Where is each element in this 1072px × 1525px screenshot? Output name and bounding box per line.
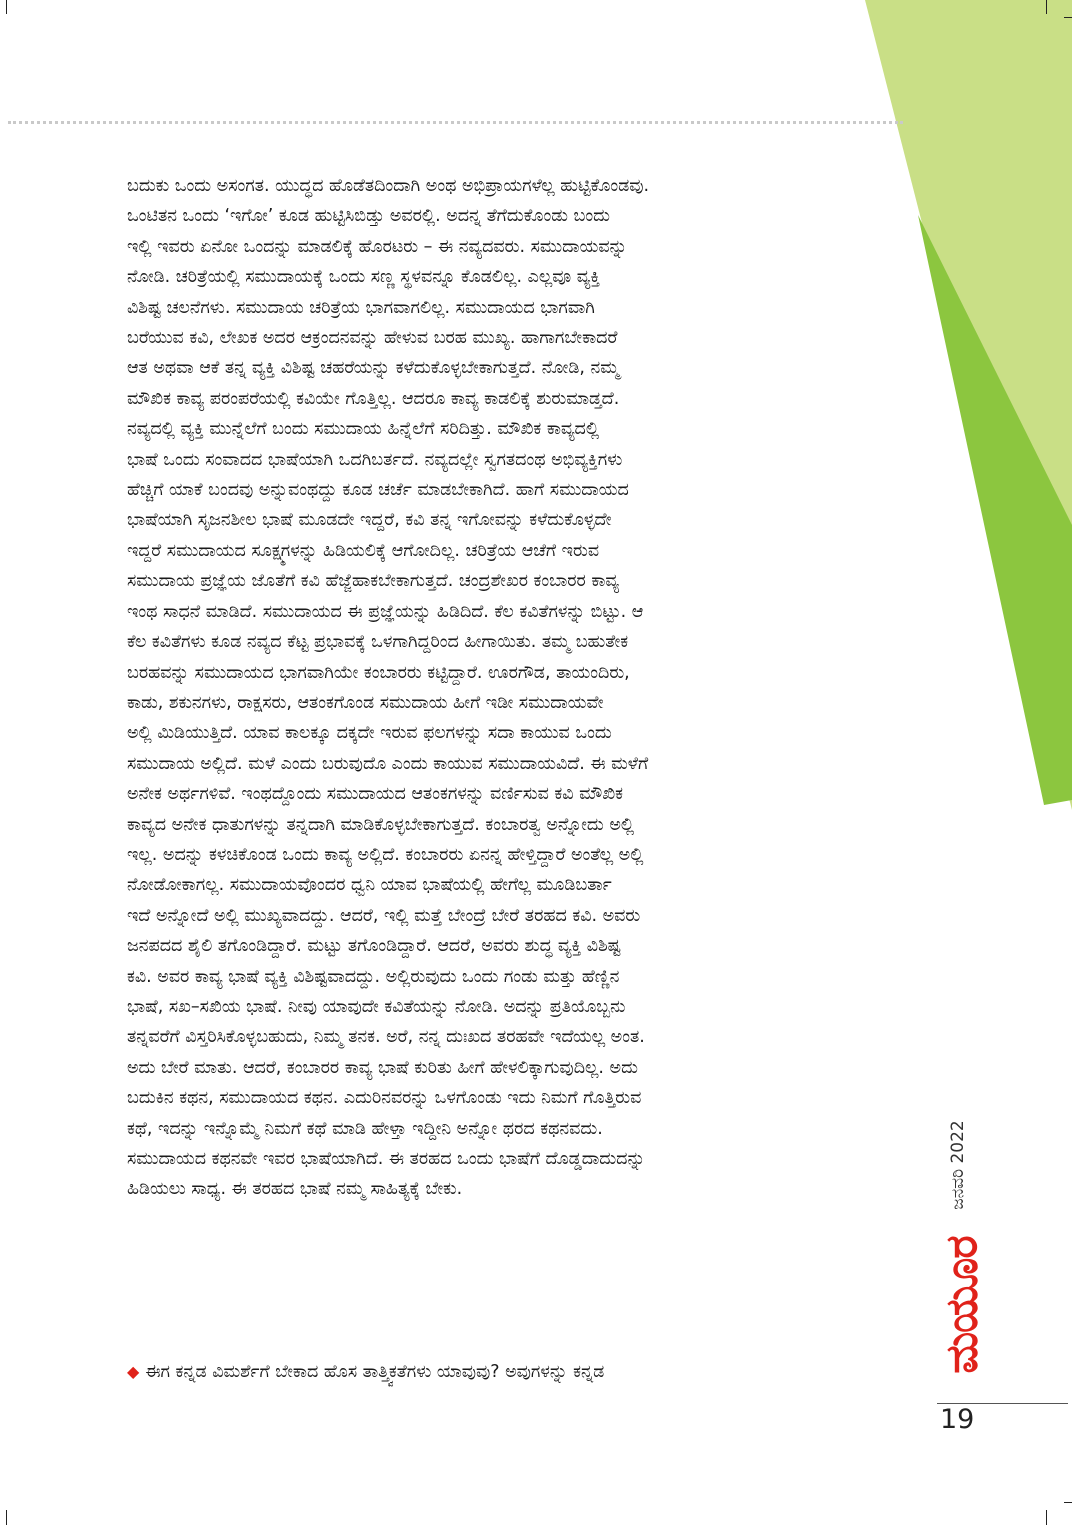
article-line: ಸಮುದಾಯ ಅಲ್ಲಿದೆ. ಮಳೆ ಎಂದು ಬರುವುದೊ ಎಂದು ಕಾಯುವ ಸಮುದಾಯವಿದೆ. ಈ ಮಳೆಗೆ [127, 753, 649, 774]
article-line: ಕವಿ. ಅವರ ಕಾವ್ಯ ಭಾಷೆ ವ್ಯಕ್ತಿ ವಿಶಿಷ್ಟವಾದದ್ದು. ಅಲ್ಲಿರುವುದು ಒಂದು ಗಂಡು ಮತ್ತು ಹೆಣ್ಣಿನ [127, 966, 620, 987]
article-line: ಇದ್ದರೆ ಸಮುದಾಯದ ಸೂಕ್ಷ್ಮಗಳನ್ನು ಹಿಡಿಯಲಿಕ್ಕೆ ಆಗೋದಿಲ್ಲ. ಚರಿತ್ರೆಯ ಆಚೆಗೆ ಇರುವ [127, 540, 600, 561]
page-number: 19 [940, 1404, 975, 1435]
article-line: ಆತ ಅಥವಾ ಆಕೆ ತನ್ನ ವ್ಯಕ್ತಿ ವಿಶಿಷ್ಟ ಚಹರೆಯನ್ನು ಕಳೆದುಕೊಳ್ಳಬೇಕಾಗುತ್ತದೆ. ನೋಡಿ, ನಮ್ಮ [127, 358, 620, 379]
crop-mark-bottom-right [1046, 1510, 1047, 1525]
article-line: ಇಂಥ ಸಾಧನೆ ಮಾಡಿದೆ. ಸಮುದಾಯದ ಈ ಪ್ರಜ್ಞೆಯನ್ನು ಹಿಡಿದಿದೆ. ಕೆಲ ಕವಿತೆಗಳನ್ನು ಬಿಟ್ಟು. ಆ [127, 601, 644, 622]
green-triangle-dark [918, 215, 1072, 805]
article-line: ಭಾಷೆ ಒಂದು ಸಂವಾದದ ಭಾಷೆಯಾಗಿ ಒದಗಿಬರ್ತದೆ. ನವ್ಯದಲ್ಲೇ ಸ್ವಗತದಂಥ ಅಭಿವ್ಯಕ್ತಿಗಳು [127, 449, 623, 470]
article-line: ಕಥೆ, ಇದನ್ನು ಇನ್ನೊಮ್ಮೆ ನಿಮಗೆ ಕಥೆ ಮಾಡಿ ಹೇಳ್ತಾ ಇದ್ದೀನಿ ಅನ್ನೋ ಥರದ ಕಥನವದು. [127, 1118, 603, 1139]
article-body [127, 171, 909, 1205]
article-line: ತನ್ನವರೆಗೆ ವಿಸ್ತರಿಸಿಕೊಳ್ಳಬಹುದು, ನಿಮ್ಮ ತನಕ. ಅರೆ, ನನ್ನ ದುಃಖದ ತರಹವೇ ಇದೆಯಲ್ಲ ಅಂತ. [127, 1027, 645, 1048]
article-line: ಅದು ಬೇರೆ ಮಾತು. ಆದರೆ, ಕಂಬಾರರ ಕಾವ್ಯ ಭಾಷೆ ಕುರಿತು ಹೀಗೆ ಹೇಳಲಿಕ್ಕಾಗುವುದಿಲ್ಲ. ಅದು [127, 1057, 638, 1078]
article-line: ಅಲ್ಲಿ ಮಿಡಿಯುತ್ತಿದೆ. ಯಾವ ಕಾಲಕ್ಕೂ ದಕ್ಕದೇ ಇರುವ ಫಲಗಳನ್ನು ಸದಾ ಕಾಯುವ ಒಂದು [127, 723, 612, 744]
article-line: ವಿಶಿಷ್ಟ ಚಲನೆಗಳು. ಸಮುದಾಯ ಚರಿತ್ರೆಯ ಭಾಗವಾಗಲಿಲ್ಲ. ಸಮುದಾಯದ ಭಾಗವಾಗಿ [127, 297, 595, 318]
article-line: ಮೌಖಿಕ ಕಾವ್ಯ ಪರಂಪರೆಯಲ್ಲಿ ಕವಿಯೇ ಗೊತ್ತಿಲ್ಲ. ಆದರೂ ಕಾವ್ಯ ಕಾಡಲಿಕ್ಕೆ ಶುರುಮಾಡ್ತದೆ. [127, 388, 620, 409]
red-diamond-bullet-icon: ◆ [127, 1362, 140, 1381]
issue-date: ಜನವರಿ 2022 [948, 1120, 968, 1210]
article-line: ಸಮುದಾಯದ ಕಥನವೇ ಇವರ ಭಾಷೆಯಾಗಿದೆ. ಈ ತರಹದ ಒಂದು ಭಾಷೆಗೆ ದೊಡ್ಡದಾದುದನ್ನು [127, 1149, 646, 1169]
article-line: ಭಾಷೆ, ಸಖ–ಸಖಿಯ ಭಾಷೆ. ನೀವು ಯಾವುದೇ ಕವಿತೆಯನ್ನು ನೋಡಿ. ಅದನ್ನು ಪ್ರತಿಯೊಬ್ಬನು [127, 996, 626, 1017]
article-line: ಬದುಕು ಒಂದು ಅಸಂಗತ. ಯುದ್ಧದ ಹೊಡೆತದಿಂದಾಗಿ ಅಂಥ ಅಭಿಪ್ರಾಯಗಳೆಲ್ಲ ಹುಟ್ಟಿಕೊಂಡವು. [127, 176, 650, 196]
crop-mark-right-tick [1064, 17, 1072, 18]
article-line: ಭಾಷೆಯಾಗಿ ಸೃಜನಶೀಲ ಭಾಷೆ ಮೂಡದೇ ಇದ್ದರೆ, ಕವಿ ತನ್ನ ಇಗೋವನ್ನು ಕಳೆದುಕೊಳ್ಳದೇ [127, 510, 612, 531]
article-line: ಹಿಡಿಯಲು ಸಾಧ್ಯ. ಈ ತರಹದ ಭಾಷೆ ನಮ್ಮ ಸಾಹಿತ್ಯಕ್ಕೆ ಬೇಕು. [127, 1179, 463, 1200]
header-dotted-rule [8, 121, 903, 124]
article-line: ಇದೆ ಅನ್ನೋದೆ ಅಲ್ಲಿ ಮುಖ್ಯವಾದದ್ದು. ಆದರೆ, ಇಲ್ಲಿ ಮತ್ತೆ ಬೇಂದ್ರೆ ಬೇರೆ ತರಹದ ಕವಿ. ಅವರು [127, 905, 641, 926]
article-line: ಸಮುದಾಯ ಪ್ರಜ್ಞೆಯ ಜೊತೆಗೆ ಕವಿ ಹೆಜ್ಜೆಹಾಕಬೇಕಾಗುತ್ತದೆ. ಚಂದ್ರಶೇಖರ ಕಂಬಾರರ ಕಾವ್ಯ [127, 571, 620, 592]
crop-mark-right-tick-bottom [1064, 1502, 1072, 1503]
article-line: ನೋಡೋಕಾಗಲ್ಲ. ಸಮುದಾಯವೊಂದರ ಧ್ವನಿ ಯಾವ ಭಾಷೆಯಲ್ಲಿ ಹೇಗೆಲ್ಲ ಮೂಡಿಬರ್ತಾ [127, 875, 612, 896]
article-line: ನೋಡಿ. ಚರಿತ್ರೆಯಲ್ಲಿ ಸಮುದಾಯಕ್ಕೆ ಒಂದು ಸಣ್ಣ ಸ್ಥಳವನ್ನೂ ಕೊಡಲಿಲ್ಲ. ಎಲ್ಲವೂ ವ್ಯಕ್ತಿ [127, 267, 601, 288]
article-line: ಅನೇಕ ಅರ್ಥಗಳಿವೆ. ಇಂಥದ್ದೊಂದು ಸಮುದಾಯದ ಆತಂಕಗಳನ್ನು ವರ್ಣಿಸುವ ಕವಿ ಮೌಖಿಕ [127, 784, 624, 805]
question-text: ಈಗ ಕನ್ನಡ ವಿಮರ್ಶೆಗೆ ಬೇಕಾದ ಹೊಸ ತಾತ್ತ್ವಿಕತೆಗಳು ಯಾವುವು? ಅವುಗಳನ್ನು ಕನ್ನಡ [145, 1362, 605, 1382]
crop-mark-top-left [6, 0, 7, 14]
article-line: ಇಲ್ಲಿ ಇವರು ಏನೋ ಒಂದನ್ನು ಮಾಡಲಿಕ್ಕೆ ಹೊರಟರು – ಈ ನವ್ಯದವರು. ಸಮುದಾಯವನ್ನು [127, 236, 628, 257]
article-line: ಒಂಟಿತನ ಒಂದು ‘ಇಗೋ’ ಕೂಡ ಹುಟ್ಟಿಸಿಬಿಡ್ತು ಅವರಲ್ಲಿ. ಅದನ್ನ ತೆಗೆದುಕೊಂಡು ಬಂದು [127, 206, 610, 227]
article-line: ಬರೆಯುವ ಕವಿ, ಲೇಖಕ ಅದರ ಆಕ್ರಂದನವನ್ನು ಹೇಳುವ ಬರಹ ಮುಖ್ಯ. ಹಾಗಾಗಬೇಕಾದರೆ [127, 328, 618, 349]
crop-mark-top-right [1046, 0, 1047, 14]
article-line: ನವ್ಯದಲ್ಲಿ ವ್ಯಕ್ತಿ ಮುನ್ನೆಲೆಗೆ ಬಂದು ಸಮುದಾಯ ಹಿನ್ನೆಲೆಗೆ ಸರಿದಿತ್ತು. ಮೌಖಿಕ ಕಾವ್ಯದಲ್ಲಿ [127, 419, 600, 440]
article-line: ಕಾವ್ಯದ ಅನೇಕ ಧಾತುಗಳನ್ನು ತನ್ನದಾಗಿ ಮಾಡಿಕೊಳ್ಳಬೇಕಾಗುತ್ತದೆ. ಕಂಬಾರತ್ವ ಅನ್ನೋದು ಅಲ್ಲಿ [127, 814, 635, 835]
article-line: ಜನಪದದ ಶೈಲಿ ತಗೊಂಡಿದ್ದಾರೆ. ಮಟ್ಟು ತಗೊಂಡಿದ್ದಾರೆ. ಆದರೆ, ಅವರು ಶುದ್ಧ ವ್ಯಕ್ತಿ ವಿಶಿಷ್ಟ [127, 936, 621, 957]
article-line: ಬದುಕಿನ ಕಥನ, ಸಮುದಾಯದ ಕಥನ. ಎದುರಿನವರನ್ನು ಒಳಗೊಂಡು ಇದು ನಿಮಗೆ ಗೊತ್ತಿರುವ [127, 1088, 642, 1109]
article-line: ಇಲ್ಲ. ಅದನ್ನು ಕಳಚಿಕೊಂಡ ಒಂದು ಕಾವ್ಯ ಅಲ್ಲಿದೆ. ಕಂಬಾರರು ಏನನ್ನ ಹೇಳ್ತಿದ್ದಾರೆ ಅಂತೆಲ್ಲ ಅಲ್ಲಿ [127, 844, 644, 865]
article-line: ಕಾಡು, ಶಕುನಗಳು, ರಾಕ್ಷಸರು, ಆತಂಕಗೊಂಡ ಸಮುದಾಯ ಹೀಗೆ ಇಡೀ ಸಮುದಾಯವೇ [127, 692, 604, 713]
magazine-logo: ಮಯೂರ [936, 1236, 988, 1374]
crop-mark-bottom-left [6, 1510, 7, 1525]
interview-question [127, 1357, 867, 1387]
article-line: ಹೆಚ್ಚಿಗೆ ಯಾಕೆ ಬಂದವು ಅನ್ನುವಂಥದ್ದು ಕೂಡ ಚರ್ಚೆ ಮಾಡಬೇಕಾಗಿದೆ. ಹಾಗೆ ಸಮುದಾಯದ [127, 480, 629, 501]
article-line: ಕೆಲ ಕವಿತೆಗಳು ಕೂಡ ನವ್ಯದ ಕೆಟ್ಟ ಪ್ರಭಾವಕ್ಕೆ ಒಳಗಾಗಿದ್ದರಿಂದ ಹೀಗಾಯಿತು. ತಮ್ಮ ಬಹುತೇಕ [127, 632, 629, 653]
article-line: ಬರಹವನ್ನು ಸಮುದಾಯದ ಭಾಗವಾಗಿಯೇ ಕಂಬಾರರು ಕಟ್ಟಿದ್ದಾರೆ. ಊರಗೌಡ, ತಾಯಂದಿರು, [127, 662, 630, 683]
